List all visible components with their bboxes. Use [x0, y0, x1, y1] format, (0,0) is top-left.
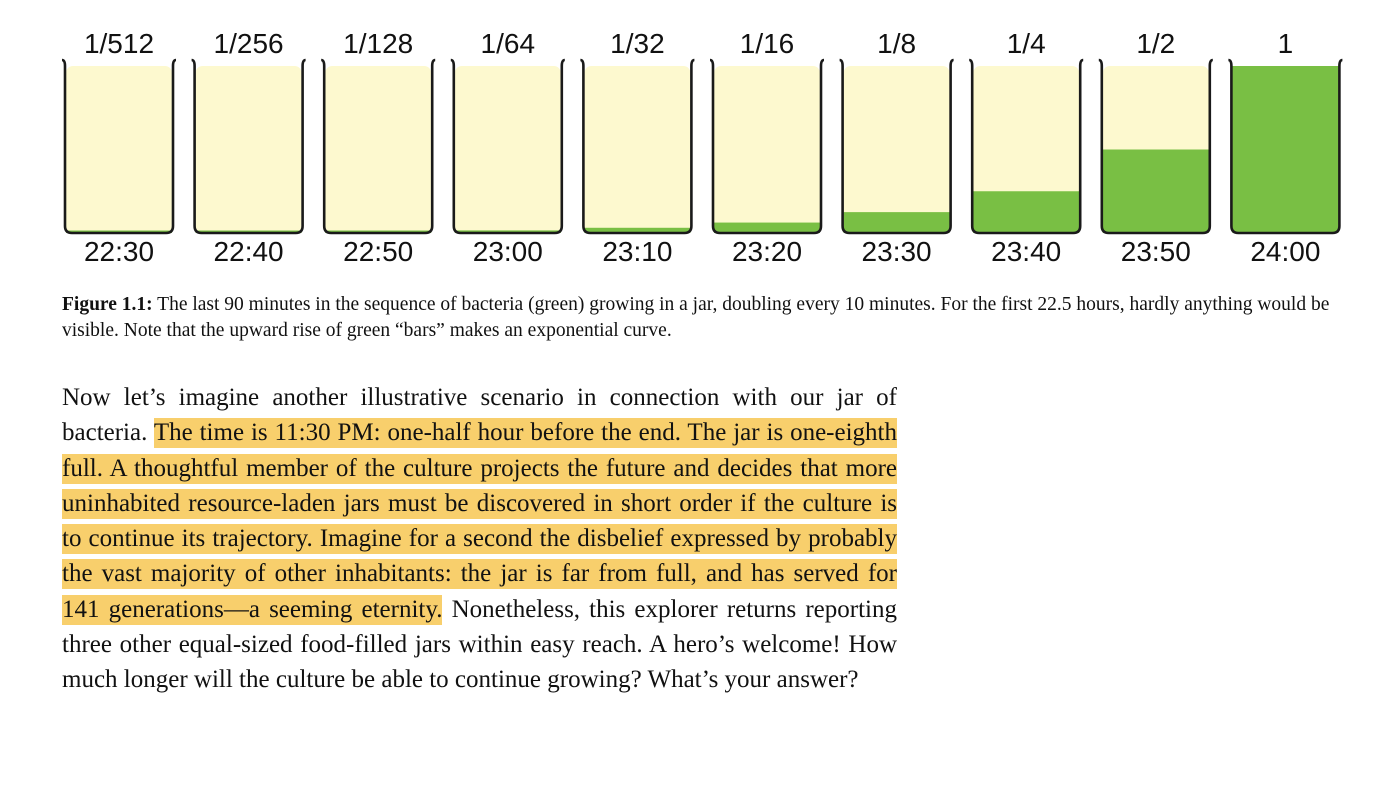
- jar-time-label: 22:30: [83, 236, 155, 267]
- body-paragraph: [62, 380, 897, 698]
- jar-7: [840, 60, 954, 233]
- jar-fraction-label: 1/64: [480, 28, 536, 59]
- jar-interior: [66, 66, 172, 233]
- jar-interior: [325, 66, 431, 233]
- body-text-after: Nonetheless, this explorer returns reporting three other equal-sized food-filled jars within easy reach. A hero’s welcome! How much longer will the culture be able to continue growing? What’s your answer?: [62, 595, 897, 694]
- jar-fraction-label: 1/256: [213, 28, 284, 59]
- jar-time-label: 22:50: [343, 236, 414, 267]
- jar-time-label: 23:50: [1120, 236, 1191, 267]
- jar-2: [192, 60, 306, 233]
- jar-fraction-label: 1/128: [343, 28, 414, 59]
- jar-8: [969, 60, 1083, 233]
- jar-time-label: 23:30: [861, 236, 932, 267]
- jar-fraction-label: 1/32: [610, 28, 665, 59]
- bacteria-fill: [973, 191, 1079, 233]
- bacteria-fill: [714, 223, 820, 233]
- bacteria-fill: [1103, 150, 1209, 234]
- caption-text: The last 90 minutes in the sequence of bacteria (green) growing in a jar, doubling every 10 minutes. For the first 22.5 hours, hardly anything would be visible. Note that the upward rise of green “bars” makes an exponential curve.: [62, 294, 1330, 341]
- jar-1: [62, 60, 176, 233]
- jar-fraction-label: 1/512: [83, 28, 155, 59]
- jar-fraction-label: 1: [1277, 28, 1294, 59]
- jar-5: [580, 60, 694, 233]
- jar-interior: [455, 66, 561, 233]
- body-text-before: Now let’s imagine another illustrative scenario in connection with our jar of bacteria.: [62, 384, 897, 447]
- jar-interior: [844, 66, 950, 233]
- jar-4: [451, 60, 565, 233]
- caption-label: Figure 1.1:: [62, 294, 153, 315]
- bacteria-fill: [1232, 66, 1338, 233]
- jar-interior: [584, 66, 690, 233]
- jar-time-label: 24:00: [1250, 236, 1321, 267]
- jar-time-label: 23:40: [991, 236, 1062, 267]
- jar-time-label: 23:10: [602, 236, 673, 267]
- bacteria-fill: [844, 212, 950, 233]
- jar-10: [1228, 60, 1342, 233]
- jar-3: [321, 60, 435, 233]
- jar-fraction-label: 1/4: [1006, 28, 1046, 59]
- figure-caption: [62, 292, 1362, 344]
- jar-interior: [196, 66, 302, 233]
- jar-interior: [714, 66, 820, 233]
- jar-6: [710, 60, 824, 233]
- highlighted-passage: The time is 11:30 PM: one-half hour before the end. The jar is one-eighth full. A thoughtful member of the culture projects the future and decides that more uninhabited resource-laden jars must be discovered in short order if the culture is to continue its trajectory. Imagine for a second the disbelief expressed by probably the vast majority of other inhabitants: the jar is far from full, and has served for 141 generations—a seeming eternity.: [62, 419, 897, 623]
- jar-time-label: 23:20: [731, 236, 803, 267]
- jar-time-label: 23:00: [472, 236, 543, 267]
- bacteria-jar-figure: [0, 0, 1400, 290]
- jar-fraction-label: 1/16: [739, 28, 795, 59]
- jar-time-label: 22:40: [213, 236, 284, 267]
- jar-9: [1099, 60, 1213, 233]
- jar-fraction-label: 1/8: [877, 28, 917, 59]
- jar-fraction-label: 1/2: [1136, 28, 1176, 59]
